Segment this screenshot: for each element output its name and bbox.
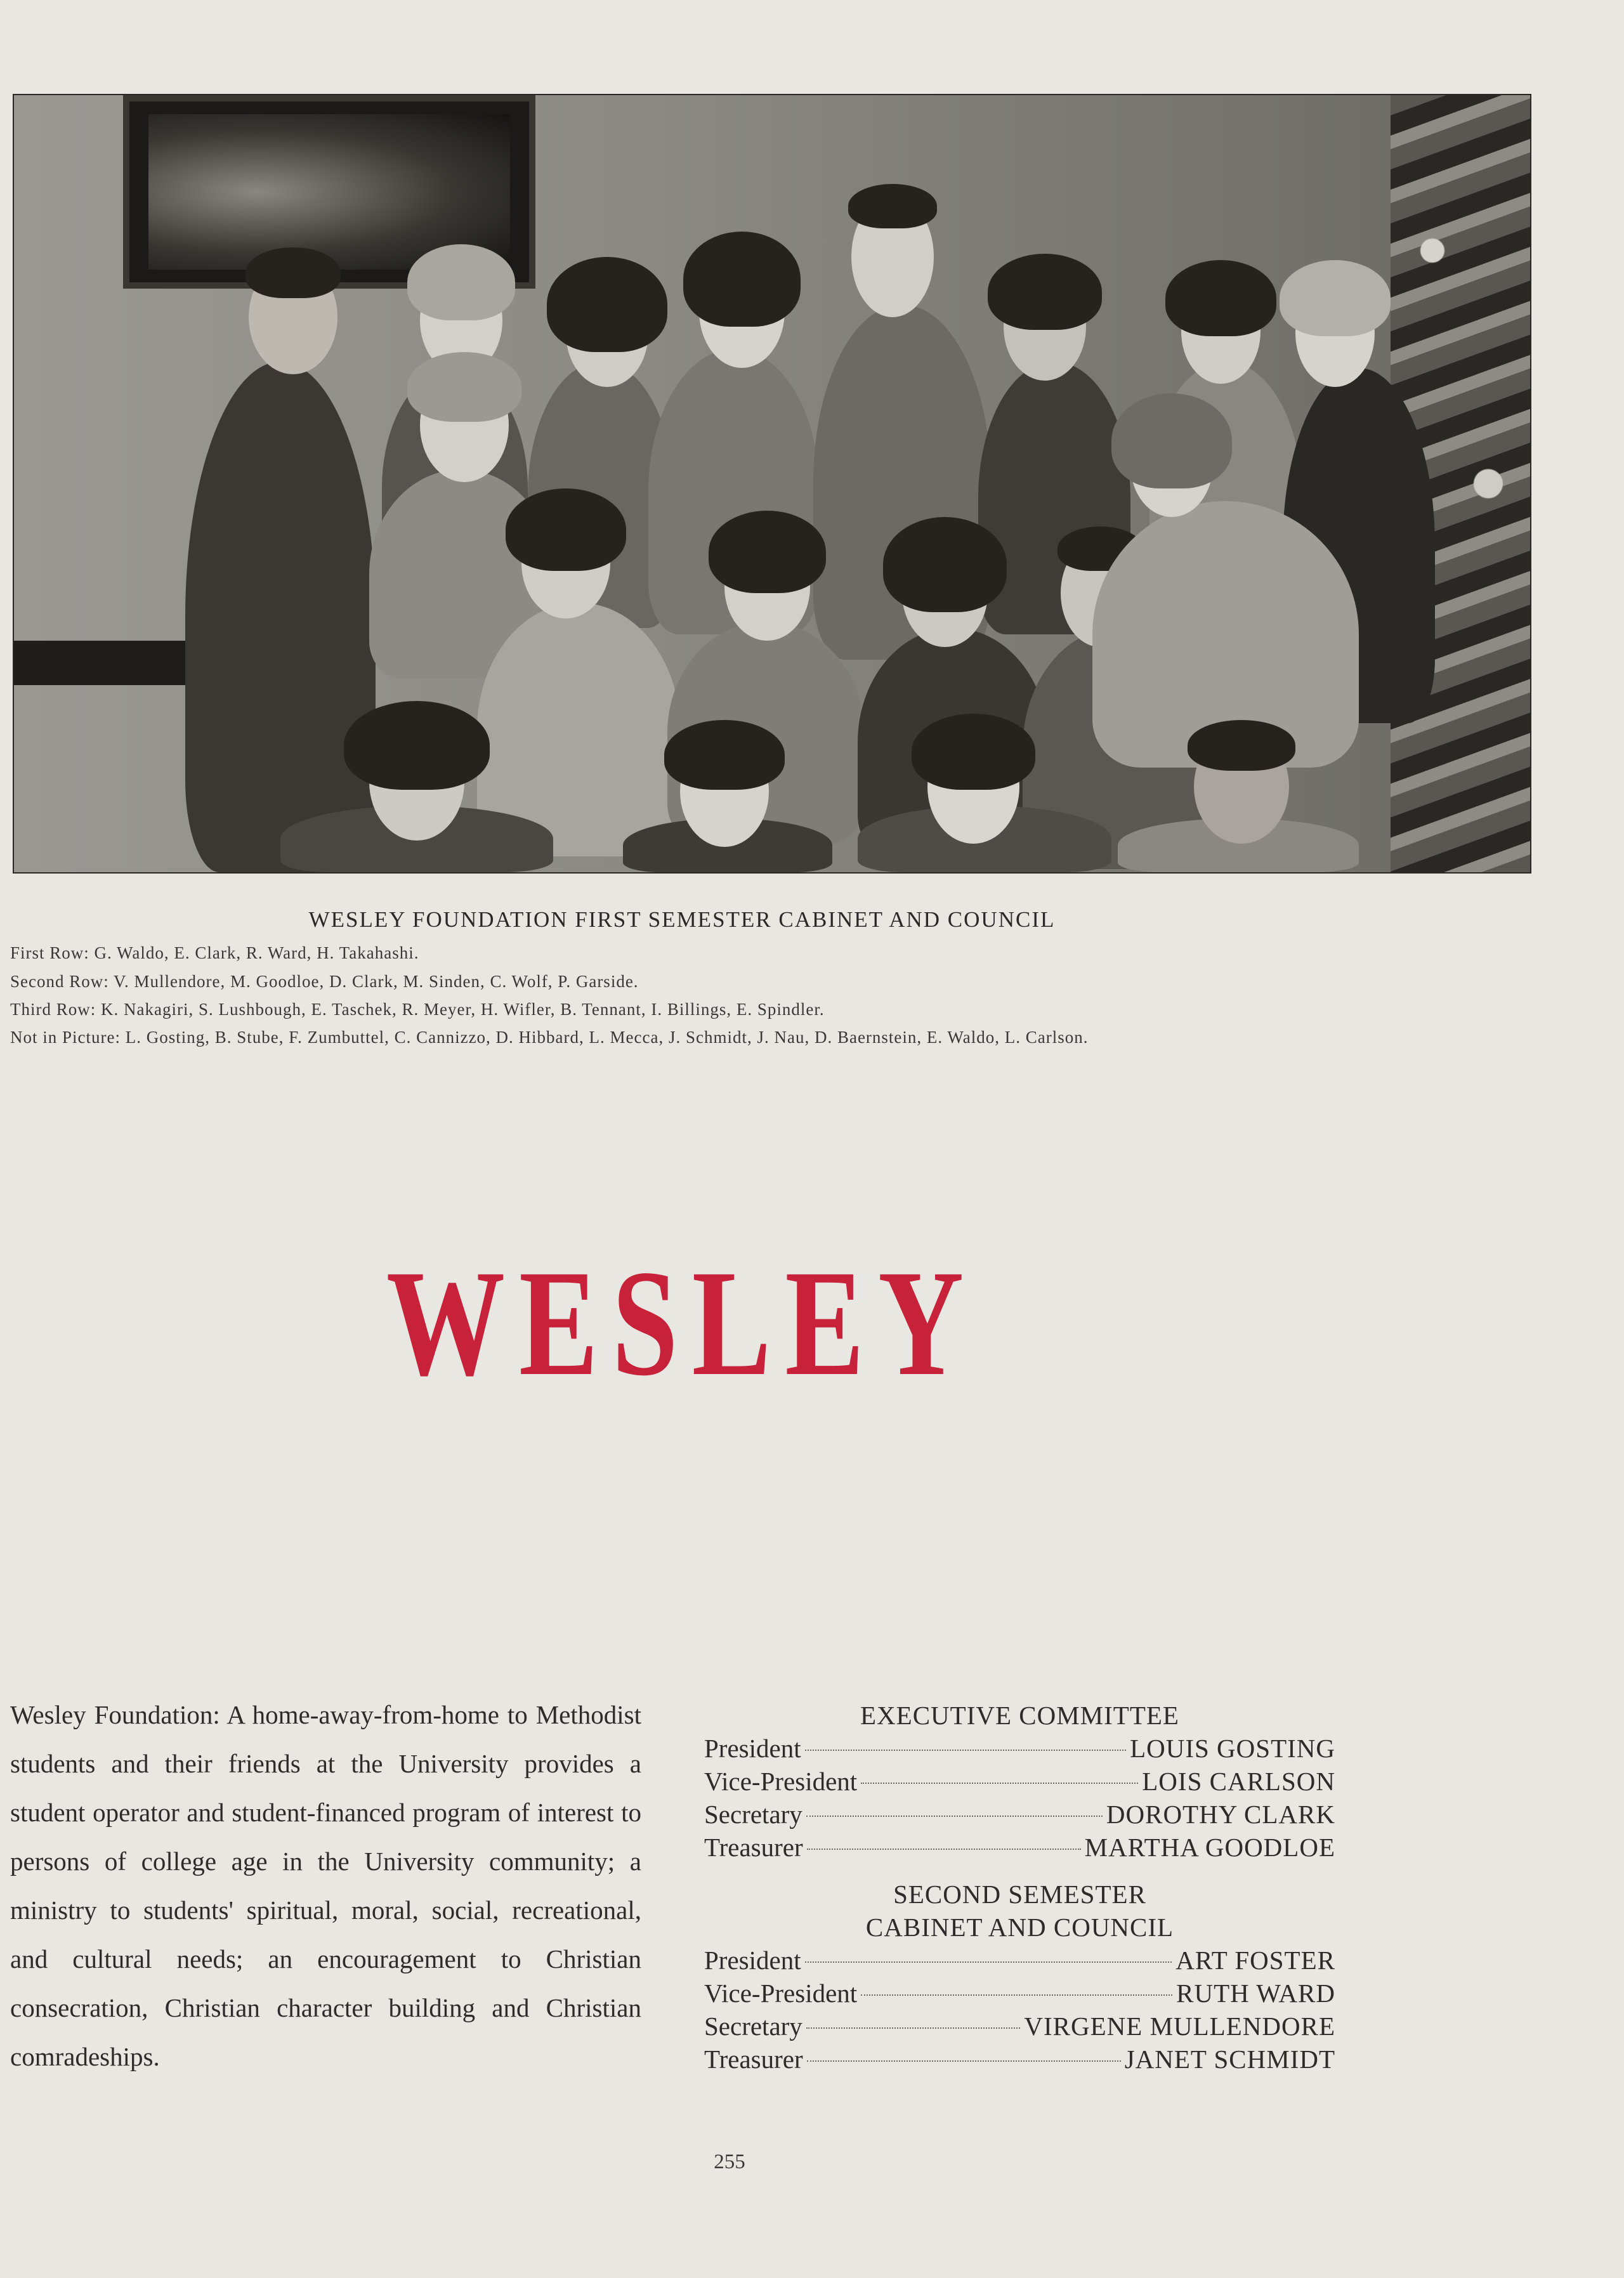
officer-role: Treasurer [704,2045,803,2074]
photo-person-hair [547,257,667,352]
section-heading: WESLEY [386,1238,978,1407]
intro-paragraph [10,1691,641,2081]
dot-leader [806,2027,1021,2029]
officer-name: ART FOSTER [1175,1946,1335,1975]
executive-committee-title: EXECUTIVE COMMITTEE [860,1701,1179,1730]
officer-row [704,1732,1335,1765]
officer-role: Vice-President [704,1979,858,2008]
officer-role: Secretary [704,2012,802,2041]
photo-person-hair [664,720,785,790]
intro-text: Wesley Foundation: A home-away-from-home to Methodist students and their friends at the University provides a student operator and student-financed program of interest to persons of college age in the University community; a ministry to students' spiritual, moral, social, recreational, and cultural needs; an encouragement to Christian consecration, Christian character building and Christian comradeships. [10,1700,641,2071]
page-number: 255 [714,2150,745,2173]
officer-name: JANET SCHMIDT [1124,2045,1335,2074]
photo-person-hair [1165,260,1276,336]
photo-person-hair [1280,260,1391,336]
officer-row [704,1831,1335,1864]
dot-leader [805,1961,1172,1963]
photo-person [185,362,376,872]
dot-leader [807,1849,1081,1850]
photo-person-hair [407,352,521,422]
officer-role: Treasurer [704,1833,803,1862]
photo-person-hair [883,517,1007,612]
caption-third-row: Third Row: K. Nakagiri, S. Lushbough, E. Taschek, R. Meyer, H. Wifler, B. Tennant, I. Billings, E. Spindler. [10,1000,825,1019]
officer-role: Vice-President [704,1767,858,1796]
officer-role: President [704,1946,801,1975]
caption-first-row: First Row: G. Waldo, E. Clark, R. Ward, H. Takahashi. [10,943,419,962]
officer-name: MARTHA GOODLOE [1084,1833,1335,1862]
officer-name: VIRGENE MULLENDORE [1024,2012,1335,2041]
executive-committee [704,1699,1335,1864]
photo-person-hair [344,701,490,790]
officer-name: LOUIS GOSTING [1130,1734,1335,1763]
second-semester-title-line2: CABINET AND COUNCIL [865,1913,1174,1942]
officer-row [704,1765,1335,1798]
photo-caption-title: WESLEY FOUNDATION FIRST SEMESTER CABINET AND COUNCIL [308,907,1056,932]
dot-leader [861,1994,1172,1996]
photo-person-hair [506,488,626,571]
officer-name: LOIS CARLSON [1142,1767,1335,1796]
caption-not-in-picture: Not in Picture: L. Gosting, B. Stube, F. Zumbuttel, C. Cannizzo, D. Hibbard, L. Mecca, J. Schmidt, J. Nau, D. Baernstein, E. Waldo, L. Carlson. [10,1028,1089,1047]
officer-role: Secretary [704,1800,802,1829]
officer-row [704,1798,1335,1831]
photo-person-hair [709,511,826,593]
dot-leader [805,1750,1127,1751]
officer-row [704,1944,1335,1977]
caption-second-row: Second Row: V. Mullendore, M. Goodloe, D. Clark, M. Sinden, C. Wolf, P. Garside. [10,972,639,991]
photo-person-hair [246,247,341,298]
photo-person-hair [988,254,1102,330]
photo-person-hair [1188,720,1295,771]
photo-person-hair [848,184,937,228]
group-photo [13,94,1531,874]
dot-leader [806,1816,1103,1817]
officer-row [704,2010,1335,2043]
second-semester-council [704,1878,1335,2076]
photo-person-hair [1111,393,1232,488]
officer-role: President [704,1734,801,1763]
dot-leader [807,2060,1121,2062]
photo-person-hair [407,244,515,320]
officer-row [704,2043,1335,2076]
officer-row [704,1977,1335,2010]
dot-leader [861,1783,1138,1784]
officer-name: RUTH WARD [1176,1979,1335,2008]
second-semester-title-line1: SECOND SEMESTER [893,1880,1146,1909]
officer-name: DOROTHY CLARK [1106,1800,1335,1829]
photo-person-hair [912,714,1035,790]
photo-person-hair [683,232,801,327]
